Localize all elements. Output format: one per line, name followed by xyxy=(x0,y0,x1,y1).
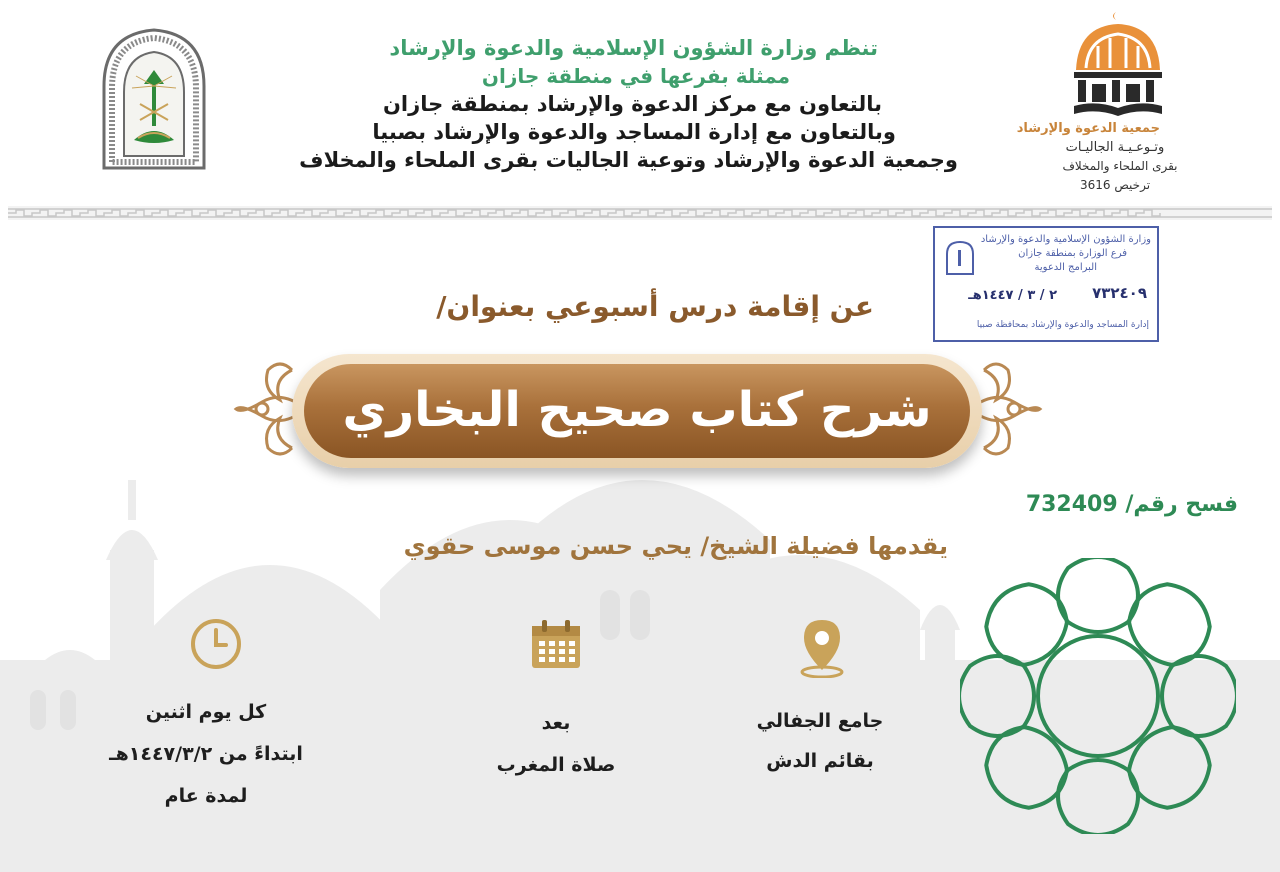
time-line1: بعد xyxy=(541,712,571,734)
stamp-emblem-icon xyxy=(945,240,975,276)
header-line-association: وجمعية الدعوة والإرشاد وتوعية الجاليات بقرى الملحاء والمخلاف xyxy=(299,148,958,172)
location-line2: بقائم الدش xyxy=(766,750,874,772)
schedule-line3: لمدة عام xyxy=(164,785,248,807)
intro-text: عن إقامة درس أسبوعي بعنوان/ xyxy=(436,290,874,323)
header-line-cooperation-center: بالتعاون مع مركز الدعوة والإرشاد بمنطقة جازان xyxy=(383,92,882,116)
stamp-line-branch: فرع الوزارة بمنطقة جازان xyxy=(1018,248,1127,259)
location-pin-icon xyxy=(798,618,846,678)
location-line1: جامع الجفالي xyxy=(756,710,884,732)
geometric-ornament-icon xyxy=(960,558,1236,834)
location-info xyxy=(740,706,900,776)
stamp-number: ٧٣٢٤٠٩ xyxy=(1092,284,1147,302)
stamp-date: ٢ / ٣ / ١٤٤٧هـ xyxy=(968,288,1057,303)
official-stamp xyxy=(933,226,1159,342)
time-info xyxy=(476,708,636,780)
schedule-line1: كل يوم اثنين xyxy=(145,701,267,723)
association-subtitle: وتـوعـيـة الجاليـات xyxy=(1065,140,1165,155)
ornamental-divider xyxy=(8,206,1272,220)
title-banner xyxy=(292,354,982,468)
calendar-icon xyxy=(530,618,582,670)
title-banner-inner xyxy=(304,364,970,458)
presenter-text: يقدمها فضيلة الشيخ/ يحي حسن موسى حقوي xyxy=(403,532,948,560)
header-line-branch: ممثلة بفرعها في منطقة جازان xyxy=(481,64,790,88)
stamp-line-programs: البرامج الدعوية xyxy=(1034,262,1097,273)
association-region: بقرى الملحاء والمخلاف xyxy=(1062,159,1178,173)
association-logo-icon xyxy=(1068,10,1168,120)
permit-number: فسح رقم/ 732409 xyxy=(1025,492,1238,517)
clock-icon xyxy=(190,618,242,670)
lesson-title: شرح كتاب صحيح البخاري xyxy=(342,382,932,438)
header-line-organizer: تنظم وزارة الشؤون الإسلامية والدعوة والإرشاد xyxy=(389,36,878,60)
stamp-line-ministry: وزارة الشؤون الإسلامية والدعوة والإرشاد xyxy=(980,234,1151,245)
time-line2: صلاة المغرب xyxy=(496,754,616,776)
association-name: جمعية الدعوة والإرشاد xyxy=(1016,121,1160,136)
schedule-info xyxy=(96,696,316,812)
header-line-cooperation-admin: وبالتعاون مع إدارة المساجد والدعوة والإرشاد بصبيا xyxy=(372,120,896,144)
schedule-line2: ابتداءً من ١٤٤٧/٣/٢هـ xyxy=(109,743,303,765)
stamp-line-admin: إدارة المساجد والدعوة والإرشاد بمحافظة صبيا xyxy=(976,320,1149,330)
association-license: ترخيص 3616 xyxy=(1079,178,1151,192)
ministry-logo xyxy=(98,26,210,172)
